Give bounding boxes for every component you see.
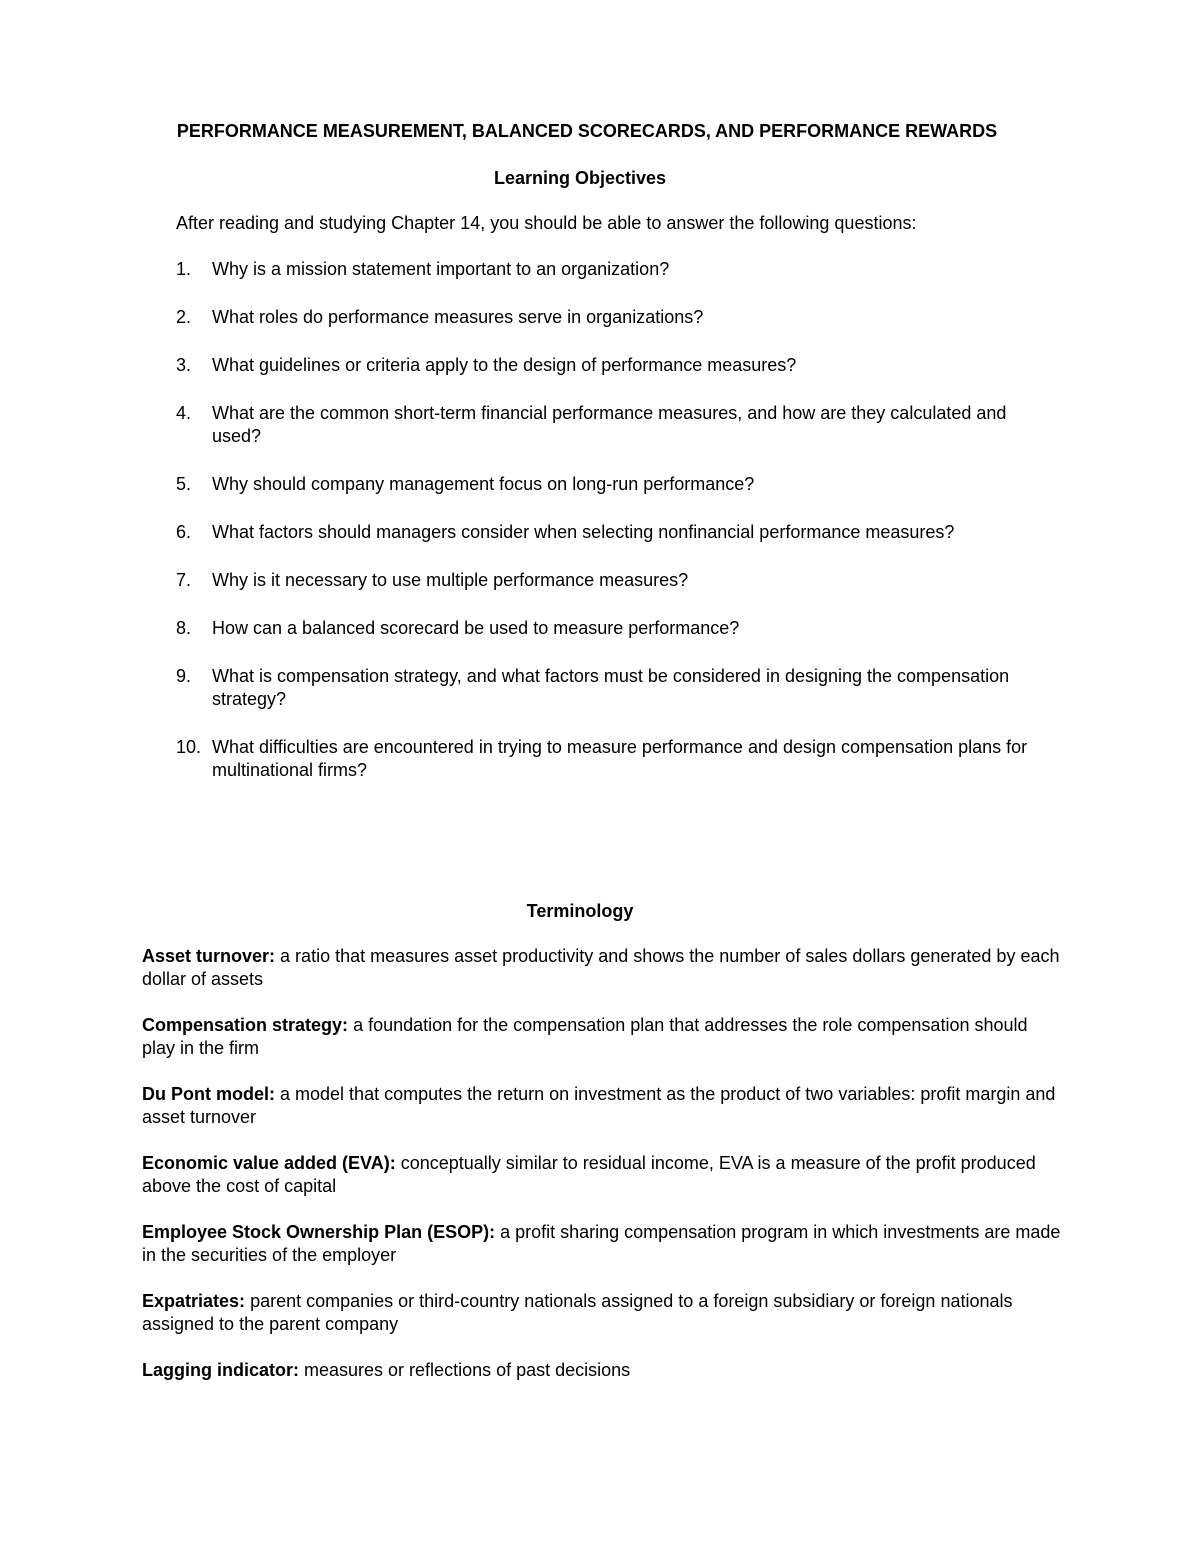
term-entry <box>142 1359 1062 1382</box>
objective-number: 3. <box>176 355 192 375</box>
objective-number: 2. <box>176 307 192 327</box>
learning-objectives-intro: After reading and studying Chapter 14, you should be able to answer the following questions: <box>176 213 917 233</box>
term-definition: measures or reflections of past decisions <box>304 1360 631 1380</box>
list-item <box>176 617 1056 640</box>
term-name: Expatriates: <box>142 1291 246 1311</box>
objective-number: 8. <box>176 618 192 638</box>
term-definition: a profit sharing compensation program in which investments are made in the securities of the employer <box>142 1222 1061 1265</box>
term-name: Economic value added (EVA): <box>142 1153 396 1173</box>
list-item <box>176 736 1056 782</box>
term-name: Lagging indicator: <box>142 1360 299 1380</box>
objective-number: 1. <box>176 259 192 279</box>
term-definition: a model that computes the return on investment as the product of two variables: profit margin and asset turnover <box>142 1084 1056 1127</box>
term-definition: parent companies or third-country nationals assigned to a foreign subsidiary or foreign nationals assigned to the parent company <box>142 1291 1013 1334</box>
objective-number: 6. <box>176 522 192 542</box>
objective-text: What roles do performance measures serve in organizations? <box>212 307 704 327</box>
term-entry <box>142 945 1062 991</box>
objective-text: Why is a mission statement important to an organization? <box>212 259 670 279</box>
objective-text: Why is it necessary to use multiple performance measures? <box>212 570 689 590</box>
term-definition: a ratio that measures asset productivity and shows the number of sales dollars generated by each dollar of assets <box>142 946 1060 989</box>
term-entry <box>142 1152 1062 1198</box>
objective-text: What are the common short-term financial performance measures, and how are they calculated and used? <box>212 403 1007 446</box>
objective-number: 4. <box>176 403 192 423</box>
learning-objectives-heading: Learning Objectives <box>493 168 667 188</box>
list-item <box>176 521 1056 544</box>
learning-objectives-list <box>176 258 1056 807</box>
list-item <box>176 473 1056 496</box>
term-entry <box>142 1014 1062 1060</box>
objective-text: What is compensation strategy, and what factors must be considered in designing the compensation strategy? <box>212 666 1010 709</box>
list-item <box>176 354 1056 377</box>
list-item <box>176 306 1056 329</box>
objective-text: How can a balanced scorecard be used to measure performance? <box>212 618 740 638</box>
objective-text: Why should company management focus on long-run performance? <box>212 474 755 494</box>
objective-number: 7. <box>176 570 192 590</box>
objective-number: 10. <box>176 737 202 757</box>
term-definition: conceptually similar to residual income, EVA is a measure of the profit produced above the cost of capital <box>142 1153 1036 1196</box>
term-name: Compensation strategy: <box>142 1015 349 1035</box>
list-item <box>176 569 1056 592</box>
list-item <box>176 258 1056 281</box>
objective-number: 9. <box>176 666 192 686</box>
objective-text: What guidelines or criteria apply to the design of performance measures? <box>212 355 797 375</box>
term-entry <box>142 1083 1062 1129</box>
term-name: Asset turnover: <box>142 946 276 966</box>
list-item <box>176 665 1056 711</box>
objective-text: What difficulties are encountered in trying to measure performance and design compensation plans for multinational firms? <box>212 737 1028 780</box>
document-title: PERFORMANCE MEASUREMENT, BALANCED SCORECARDS, AND PERFORMANCE REWARDS <box>176 121 998 141</box>
list-item <box>176 402 1056 448</box>
objective-text: What factors should managers consider when selecting nonfinancial performance measures? <box>212 522 955 542</box>
objective-number: 5. <box>176 474 192 494</box>
term-definition: a foundation for the compensation plan that addresses the role compensation should play in the firm <box>142 1015 1028 1058</box>
term-entry <box>142 1290 1062 1336</box>
term-name: Employee Stock Ownership Plan (ESOP): <box>142 1222 496 1242</box>
terminology-heading: Terminology <box>526 901 634 921</box>
term-name: Du Pont model: <box>142 1084 275 1104</box>
term-entry <box>142 1221 1062 1267</box>
terminology-list <box>142 945 1062 1405</box>
